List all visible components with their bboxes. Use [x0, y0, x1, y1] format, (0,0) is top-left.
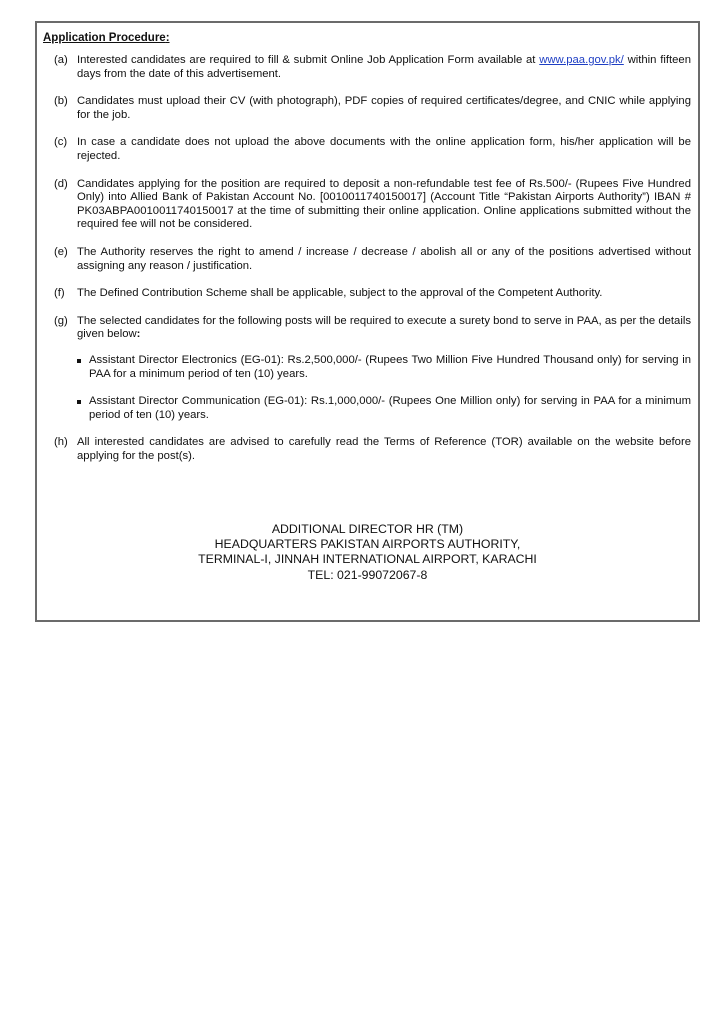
item-marker: (f): [54, 287, 65, 300]
list-item-b: (b) Candidates must upload their CV (with photograph), PDF copies of required certificates/degree, and CNIC while applying for the job.: [54, 95, 691, 121]
item-marker: (a): [54, 54, 68, 66]
list-item-f: (f) The Defined Contribution Scheme shall be applicable, subject to the approval of the Competent Authority.: [54, 287, 603, 300]
advertisement-box: [35, 21, 700, 622]
list-item-h: (h) All interested candidates are advised to carefully read the Terms of Reference (TOR) available on the website before applying for the post(s).: [54, 436, 691, 462]
bullet-square-icon: [77, 359, 81, 363]
item-marker: (c): [54, 136, 68, 149]
list-item-g: (g) The selected candidates for the following posts will be required to execute a surety bond to serve in PAA, as per the details given below: Assistant Director Electronics (EG-01): Rs.2,500,000/- (Rupees Two Million Five Hundred Thousand only) for serving in PAA for a minimum period of ten (10) years. Assistant Director Communication (EG-01): Rs.1,000,000/- (Rupees One Million only) for serving in PAA for a minimum period of ten (10) years.: [54, 314, 691, 421]
item-marker: (b): [54, 95, 68, 108]
bullet-square-icon: [77, 400, 81, 404]
signature-organization: HEADQUARTERS PAKISTAN AIRPORTS AUTHORITY,: [214, 537, 521, 552]
section-heading: Application Procedure:: [43, 32, 170, 44]
signature-address: TERMINAL-I, JINNAH INTERNATIONAL AIRPORT, KARACHI: [198, 552, 537, 567]
item-marker: (e): [54, 245, 68, 258]
list-item-a: (a) Interested candidates are required to fill & submit Online Job Application Form available at www.paa.gov.pk/ within fifteen days from the date of this advertisement.: [54, 54, 691, 80]
procedure-list: [54, 54, 691, 477]
signature-phone: TEL: 021-99072067-8: [307, 567, 428, 582]
item-marker: (h): [54, 436, 68, 449]
paa-website-link[interactable]: www.paa.gov.pk/: [539, 54, 624, 66]
list-item-e: (e) The Authority reserves the right to amend / increase / decrease / abolish all or any of the positions advertised without assigning any reason / justification.: [54, 245, 691, 272]
signature-title: ADDITIONAL DIRECTOR HR (TM): [271, 522, 464, 536]
list-item-c: (c) In case a candidate does not upload the above documents with the online application form, his/her application will be rejected.: [54, 136, 691, 162]
bullet-item: Assistant Director Communication (EG-01): Rs.1,000,000/- (Rupees One Million only) for serving in PAA for a minimum period of ten (10) years.: [77, 395, 691, 422]
item-marker: (g): [54, 314, 68, 327]
list-item-d: (d) Candidates applying for the position are required to deposit a non-refundable test fee of Rs.500/- (Rupees Five Hundred Only) into Allied Bank of Pakistan Account No. [0010011740150017] (Account Title “Pakistan Airports Authority”) IBAN # PK03ABPA0010011740150017 at the time of submitting their online application. Online applications submitted without the required fee will not be considered.: [54, 177, 691, 231]
item-marker: (d): [54, 177, 68, 190]
signature-block: [37, 522, 698, 583]
surety-bond-list: [77, 354, 691, 422]
bullet-item: Assistant Director Electronics (EG-01): Rs.2,500,000/- (Rupees Two Million Five Hundred Thousand only) for serving in PAA for a minimum period of ten (10) years.: [77, 354, 691, 381]
